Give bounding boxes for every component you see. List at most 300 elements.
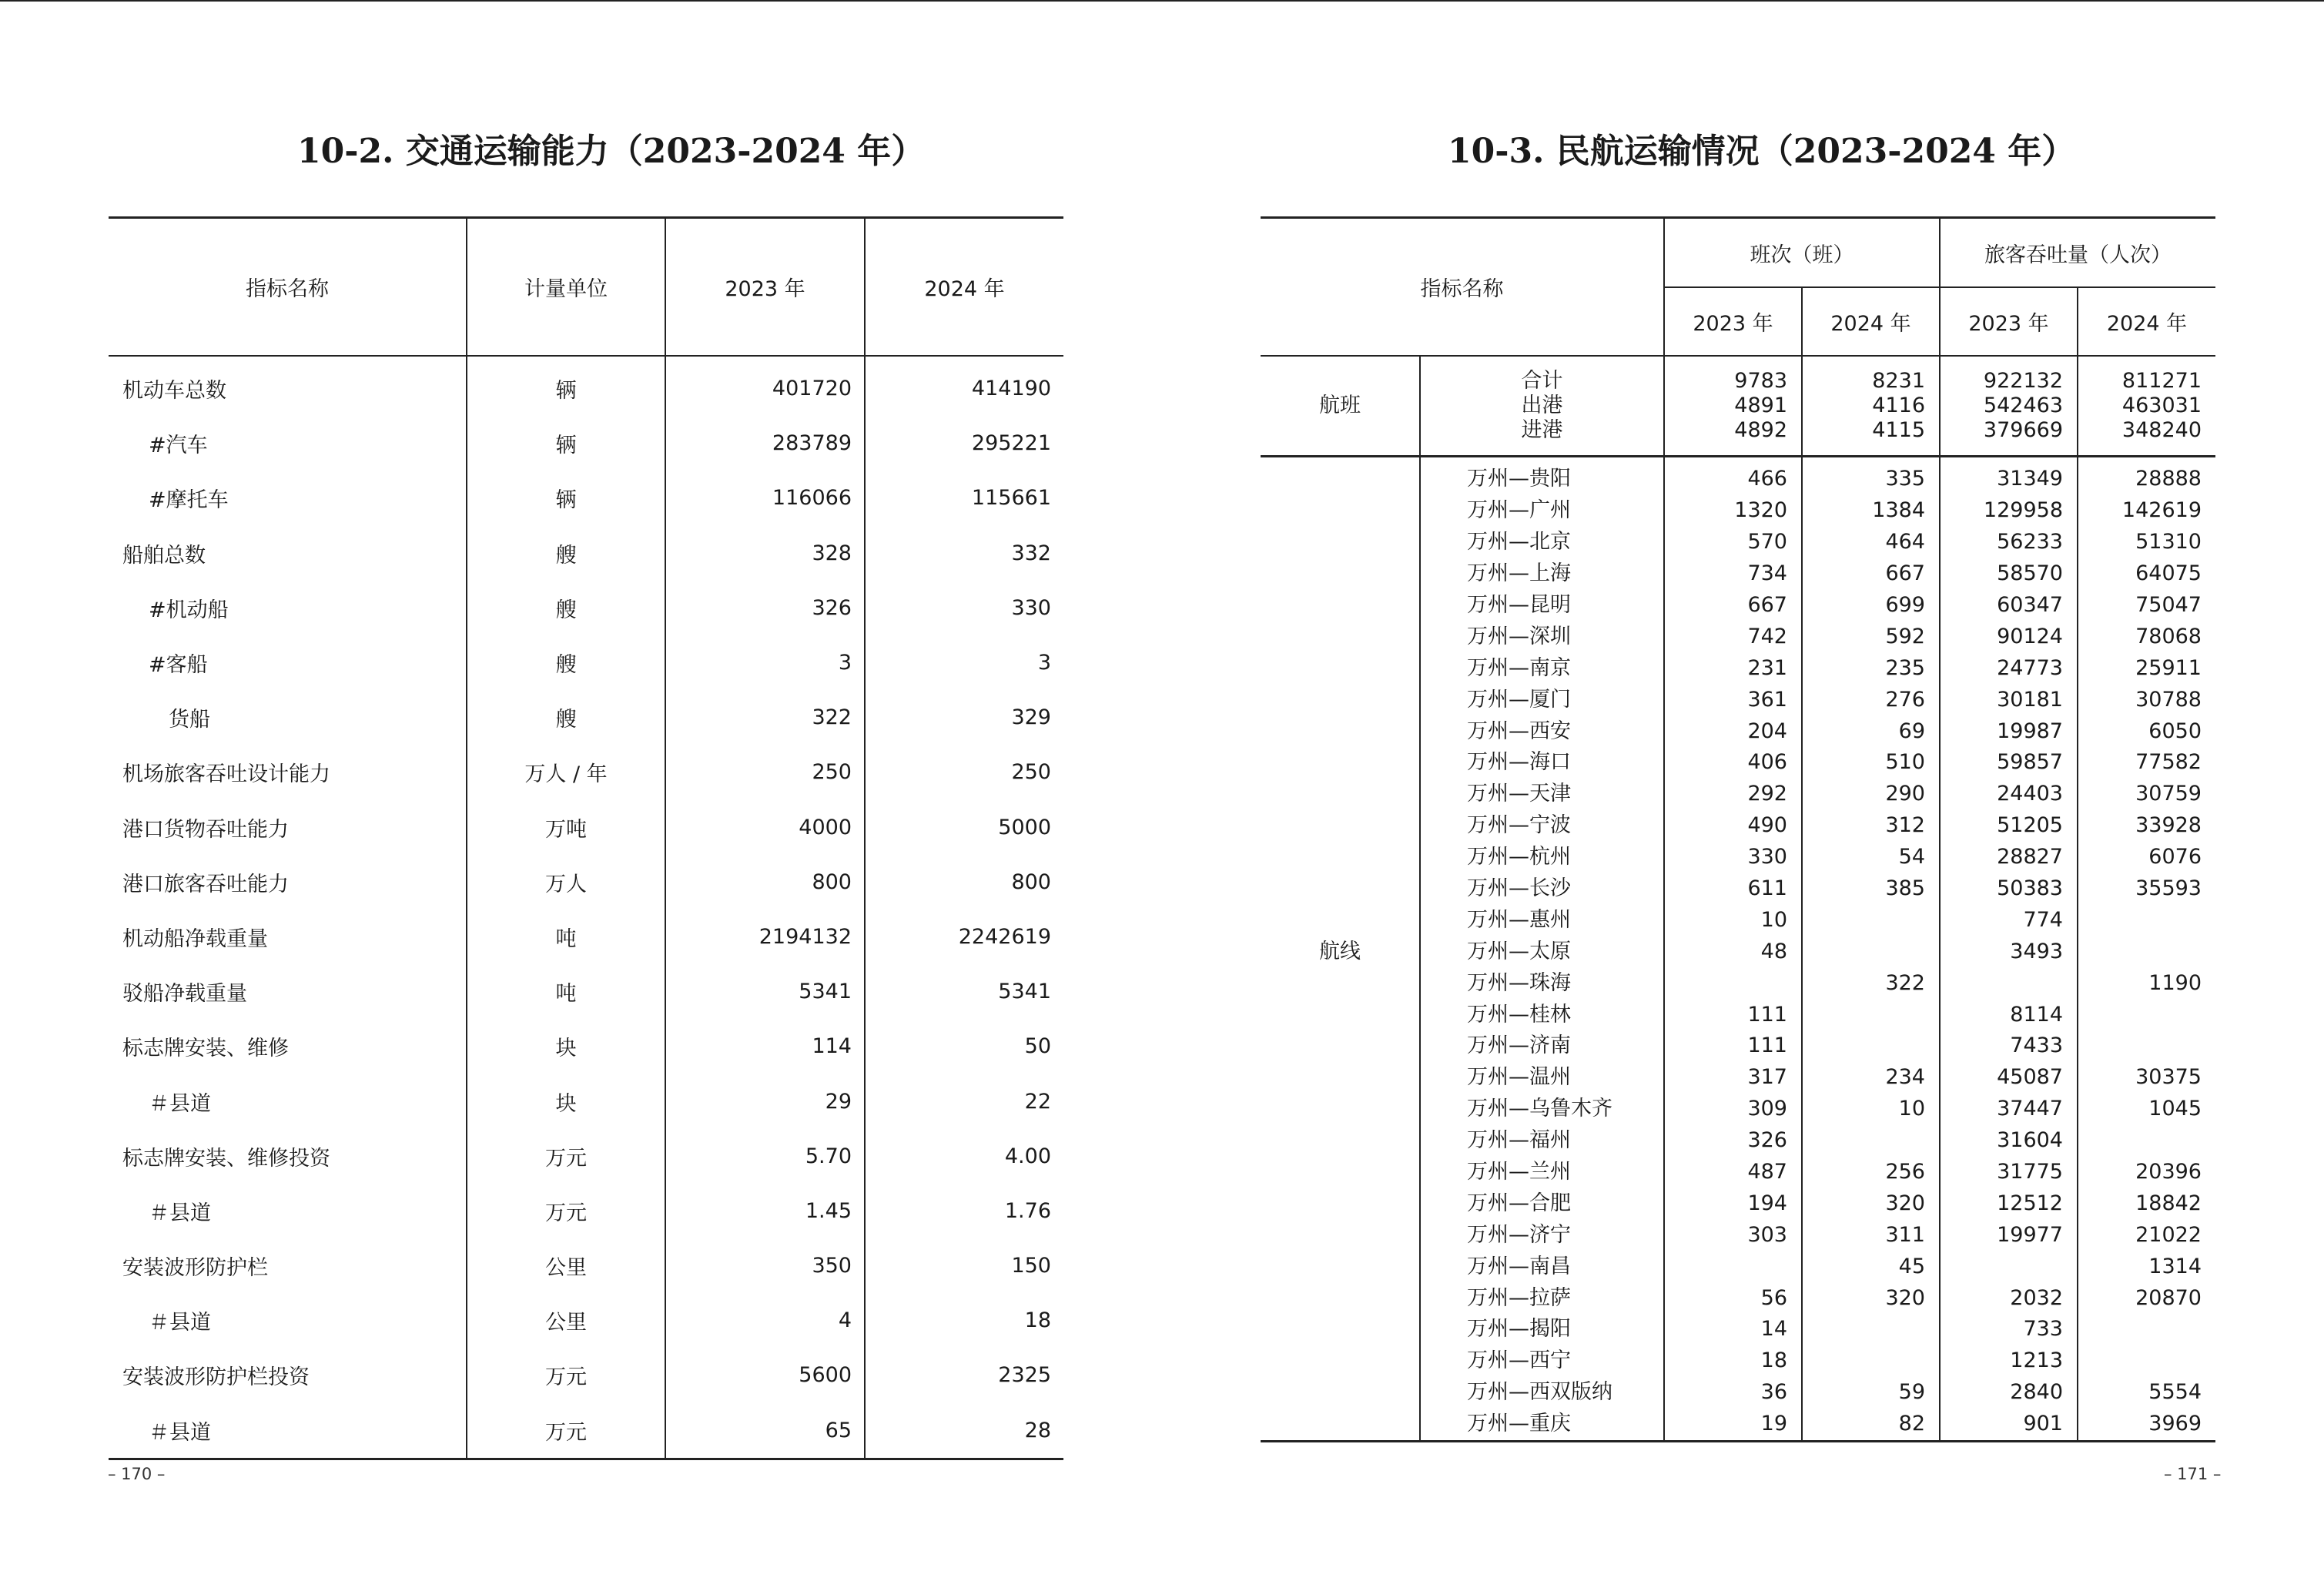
unit-cell: 艘 (467, 581, 665, 635)
passengers-2023: 24773 (1940, 652, 2078, 684)
table-row (109, 416, 1063, 471)
table-row (109, 1293, 1063, 1348)
passengers-2023: 19977 (1940, 1219, 2078, 1251)
value-2023: 1.45 (665, 1184, 865, 1238)
value: 4116 (1872, 394, 1925, 417)
flights-2024 (1802, 1345, 1940, 1377)
table-row (109, 356, 1063, 416)
passengers-2023: 31775 (1940, 1157, 2078, 1188)
route-name: 万州—温州 (1420, 1062, 1664, 1094)
route-name: 万州—合肥 (1420, 1188, 1664, 1219)
route-name: 万州—北京 (1420, 527, 1664, 558)
passengers-2024-values (2078, 356, 2215, 457)
indicator-name: 驳船净载重量 (122, 982, 247, 1007)
route-name: 万州—乌鲁木齐 (1420, 1094, 1664, 1125)
value-2023: 401720 (665, 356, 865, 416)
flights-2023 (1664, 1251, 1802, 1282)
route-name: 万州—长沙 (1420, 873, 1664, 905)
passengers-2023: 59857 (1940, 747, 2078, 779)
value: 9783 (1734, 369, 1787, 393)
passengers-2023: 31349 (1940, 457, 2078, 495)
passengers-2023: 901 (1940, 1409, 2078, 1441)
flights-2024 (1802, 904, 1940, 936)
table-row (109, 910, 1063, 964)
value: 922132 (1983, 369, 2063, 393)
flights-2024 (1802, 936, 1940, 967)
route-name: 万州—揭阳 (1420, 1314, 1664, 1345)
value-2023: 29 (665, 1074, 865, 1128)
value-2024: 22 (865, 1074, 1063, 1128)
flights-2024: 320 (1802, 1282, 1940, 1314)
route-name: 万州—昆明 (1420, 590, 1664, 621)
flights-2023: 406 (1664, 747, 1802, 779)
indicator-name: ＃县道 (149, 1201, 211, 1225)
route-name: 万州—广州 (1420, 495, 1664, 527)
passengers-2024: 30375 (2078, 1062, 2215, 1094)
passengers-2024: 20396 (2078, 1157, 2215, 1188)
header-row (109, 218, 1063, 357)
flights-2023: 742 (1664, 621, 1802, 652)
table-row (109, 1348, 1063, 1402)
flights-2024: 385 (1802, 873, 1940, 905)
route-name: 万州—拉萨 (1420, 1282, 1664, 1314)
passengers-2023: 19987 (1940, 715, 2078, 747)
flights-2023: 326 (1664, 1125, 1802, 1157)
value-2024: 800 (865, 855, 1063, 910)
header-2024: 2024 年 (865, 218, 1063, 357)
flights-2023: 487 (1664, 1157, 1802, 1188)
civil-aviation-table (1261, 216, 2215, 1442)
flights-2023: 19 (1664, 1409, 1802, 1441)
passengers-2024 (2078, 1030, 2215, 1062)
table-row (109, 690, 1063, 745)
passengers-2024: 6076 (2078, 842, 2215, 873)
indicator-name: 机场旅客吞吐设计能力 (122, 762, 330, 787)
value-2024: 414190 (865, 356, 1063, 416)
flights-2024: 82 (1802, 1409, 1940, 1441)
indicator-name: #汽车 (149, 434, 208, 458)
indicator-name: 安装波形防护栏投资 (122, 1365, 310, 1390)
indicator-name: 港口旅客吞吐能力 (122, 872, 289, 896)
value-2023: 283789 (665, 416, 865, 471)
passengers-2023: 7433 (1940, 1030, 2078, 1062)
passengers-2024: 1190 (2078, 967, 2215, 999)
route-name: 万州—杭州 (1420, 842, 1664, 873)
value-2023: 5341 (665, 964, 865, 1019)
value-2024: 18 (865, 1293, 1063, 1348)
route-name: 万州—贵阳 (1420, 457, 1664, 495)
value-2023: 350 (665, 1238, 865, 1293)
table-row (109, 635, 1063, 690)
flights-2023: 14 (1664, 1314, 1802, 1345)
value-2024: 2325 (865, 1348, 1063, 1402)
passengers-2024: 64075 (2078, 558, 2215, 590)
label-departure: 出港 (1521, 394, 1563, 417)
passengers-2024: 77582 (2078, 747, 2215, 779)
table-row (1261, 457, 2215, 495)
header-indicator-name: 指标名称 (1261, 218, 1664, 357)
passengers-2024: 30788 (2078, 684, 2215, 715)
value-2023: 322 (665, 690, 865, 745)
header-flights-2023: 2023 年 (1664, 287, 1802, 356)
unit-cell: 艘 (467, 690, 665, 745)
passengers-2024 (2078, 1314, 2215, 1345)
passengers-2024: 5554 (2078, 1377, 2215, 1409)
value-2023: 3 (665, 635, 865, 690)
passengers-2023: 12512 (1940, 1188, 2078, 1219)
passengers-2024: 1045 (2078, 1094, 2215, 1125)
flights-2024: 592 (1802, 621, 1940, 652)
passengers-2023: 50383 (1940, 873, 2078, 905)
indicator-name: 港口货物吞吐能力 (122, 817, 289, 842)
passengers-2023: 37447 (1940, 1094, 2078, 1125)
indicator-name: ＃县道 (149, 1420, 211, 1445)
passengers-2023: 8114 (1940, 999, 2078, 1030)
route-name: 万州—天津 (1420, 779, 1664, 810)
flights-2024: 322 (1802, 967, 1940, 999)
header-indicator-name: 指标名称 (109, 218, 467, 357)
value-2024: 50 (865, 1019, 1063, 1074)
flights-2023: 490 (1664, 810, 1802, 842)
indicator-name: #客船 (149, 653, 208, 678)
passengers-2024: 1314 (2078, 1251, 2215, 1282)
unit-cell: 万人 / 年 (467, 745, 665, 799)
transport-capacity-table (109, 216, 1063, 1460)
category-flights: 航班 (1261, 356, 1420, 457)
flights-2024: 235 (1802, 652, 1940, 684)
value: 4891 (1734, 394, 1787, 417)
passengers-2023: 1213 (1940, 1345, 2078, 1377)
indicator-name: 标志牌安装、维修投资 (122, 1146, 330, 1171)
table-row (109, 471, 1063, 525)
passengers-2024: 142619 (2078, 495, 2215, 527)
header-flights-2024: 2024 年 (1802, 287, 1940, 356)
unit-cell: 公里 (467, 1238, 665, 1293)
value: 811271 (2121, 369, 2202, 393)
flights-2024: 312 (1802, 810, 1940, 842)
route-name: 万州—济宁 (1420, 1219, 1664, 1251)
value-2024: 332 (865, 526, 1063, 581)
value-2023: 326 (665, 581, 865, 635)
flights-2023: 36 (1664, 1377, 1802, 1409)
flights-2023: 10 (1664, 904, 1802, 936)
value-2024: 329 (865, 690, 1063, 745)
value-2024: 150 (865, 1238, 1063, 1293)
flights-2023-values (1664, 356, 1802, 457)
value-2023: 4000 (665, 800, 865, 855)
flights-2024: 667 (1802, 558, 1940, 590)
value: 348240 (2121, 418, 2202, 442)
passengers-2024 (2078, 936, 2215, 967)
flights-summary-row (1261, 356, 2215, 457)
flights-2023: 56 (1664, 1282, 1802, 1314)
value-2023: 2194132 (665, 910, 865, 964)
value-2024: 28 (865, 1403, 1063, 1459)
indicator-name: 标志牌安装、维修 (122, 1037, 289, 1061)
top-border-line (0, 0, 2324, 2)
unit-cell: 吨 (467, 910, 665, 964)
flights-2024-values (1802, 356, 1940, 457)
flights-2023: 111 (1664, 1030, 1802, 1062)
value: 8231 (1872, 369, 1925, 393)
passengers-2023-values (1940, 356, 2078, 457)
route-name: 万州—福州 (1420, 1125, 1664, 1157)
label-arrival: 进港 (1521, 418, 1563, 442)
table-row (109, 1238, 1063, 1293)
indicator-name: 船舶总数 (122, 543, 206, 568)
flights-2024: 1384 (1802, 495, 1940, 527)
passengers-2023: 733 (1940, 1314, 2078, 1345)
flights-2023: 361 (1664, 684, 1802, 715)
unit-cell: 吨 (467, 964, 665, 1019)
passengers-2024: 18842 (2078, 1188, 2215, 1219)
header-flights-group: 班次（班） (1664, 218, 1940, 288)
route-name: 万州—海口 (1420, 747, 1664, 779)
table-row (109, 1074, 1063, 1128)
flights-2023: 194 (1664, 1188, 1802, 1219)
indicator-name: 货船 (169, 708, 210, 732)
indicator-name: ＃县道 (149, 1091, 211, 1116)
passengers-2024: 30759 (2078, 779, 2215, 810)
value-2024: 3 (865, 635, 1063, 690)
value: 4892 (1734, 418, 1787, 442)
passengers-2024 (2078, 1345, 2215, 1377)
flights-2023 (1664, 967, 1802, 999)
route-name: 万州—西安 (1420, 715, 1664, 747)
passengers-2024: 28888 (2078, 457, 2215, 495)
passengers-2024: 6050 (2078, 715, 2215, 747)
header-passengers-group: 旅客吞吐量（人次） (1940, 218, 2215, 288)
route-name: 万州—珠海 (1420, 967, 1664, 999)
route-name: 万州—惠州 (1420, 904, 1664, 936)
passengers-2024: 35593 (2078, 873, 2215, 905)
flights-2024: 311 (1802, 1219, 1940, 1251)
unit-cell: 块 (467, 1074, 665, 1128)
header-passengers-2024: 2024 年 (2078, 287, 2215, 356)
indicator-name: 机动车总数 (122, 379, 226, 404)
route-name: 万州—西宁 (1420, 1345, 1664, 1377)
flights-2024: 234 (1802, 1062, 1940, 1094)
route-name: 万州—济南 (1420, 1030, 1664, 1062)
route-name: 万州—宁波 (1420, 810, 1664, 842)
value-2024: 330 (865, 581, 1063, 635)
flights-2023: 611 (1664, 873, 1802, 905)
passengers-2023: 28827 (1940, 842, 2078, 873)
flights-2023: 734 (1664, 558, 1802, 590)
passengers-2024: 51310 (2078, 527, 2215, 558)
passengers-2024: 21022 (2078, 1219, 2215, 1251)
value: 542463 (1983, 394, 2063, 417)
passengers-2024: 78068 (2078, 621, 2215, 652)
route-name: 万州—厦门 (1420, 684, 1664, 715)
passengers-2023: 3493 (1940, 936, 2078, 967)
page-number-left: – 170 – (108, 1465, 166, 1483)
table-row (109, 1403, 1063, 1459)
value-2023: 114 (665, 1019, 865, 1074)
passengers-2024: 20870 (2078, 1282, 2215, 1314)
unit-cell: 万元 (467, 1403, 665, 1459)
flights-2024: 69 (1802, 715, 1940, 747)
flights-2024: 256 (1802, 1157, 1940, 1188)
value-2023: 800 (665, 855, 865, 910)
unit-cell: 艘 (467, 635, 665, 690)
flights-2023: 303 (1664, 1219, 1802, 1251)
passengers-2023: 2840 (1940, 1377, 2078, 1409)
passengers-2023: 24403 (1940, 779, 2078, 810)
passengers-2024: 25911 (2078, 652, 2215, 684)
route-name: 万州—南京 (1420, 652, 1664, 684)
flights-2023: 570 (1664, 527, 1802, 558)
indicator-name: #机动船 (149, 598, 229, 622)
value-2024: 295221 (865, 416, 1063, 471)
indicator-name: 机动船净载重量 (122, 926, 268, 951)
flights-2023: 18 (1664, 1345, 1802, 1377)
passengers-2023: 2032 (1940, 1282, 2078, 1314)
passengers-2024 (2078, 904, 2215, 936)
flights-2024: 276 (1802, 684, 1940, 715)
header-passengers-2023: 2023 年 (1940, 287, 2078, 356)
flights-2024 (1802, 1030, 1940, 1062)
passengers-2023: 774 (1940, 904, 2078, 936)
value-2023: 250 (665, 745, 865, 799)
table-row (109, 581, 1063, 635)
passengers-2023: 129958 (1940, 495, 2078, 527)
flights-2024: 10 (1802, 1094, 1940, 1125)
passengers-2024: 75047 (2078, 590, 2215, 621)
passengers-2023: 58570 (1940, 558, 2078, 590)
flights-labels (1420, 356, 1664, 457)
unit-cell: 万元 (467, 1184, 665, 1238)
unit-cell: 辆 (467, 416, 665, 471)
flights-2023: 317 (1664, 1062, 1802, 1094)
flights-2024: 54 (1802, 842, 1940, 873)
flights-2024: 320 (1802, 1188, 1940, 1219)
value-2023: 116066 (665, 471, 865, 525)
passengers-2024: 3969 (2078, 1409, 2215, 1441)
category-routes: 航线 (1319, 939, 1361, 963)
table-row (109, 1019, 1063, 1074)
route-name: 万州—桂林 (1420, 999, 1664, 1030)
value-2024: 5000 (865, 800, 1063, 855)
route-name: 万州—西双版纳 (1420, 1377, 1664, 1409)
header-row-group (1261, 218, 2215, 288)
value: 463031 (2121, 394, 2202, 417)
table-title-transport-capacity: 10-2. 交通运输能力（2023-2024 年） (297, 132, 926, 171)
unit-cell: 万元 (467, 1129, 665, 1184)
passengers-2023: 56233 (1940, 527, 2078, 558)
unit-cell: 辆 (467, 356, 665, 416)
value-2024: 250 (865, 745, 1063, 799)
flights-2024 (1802, 999, 1940, 1030)
flights-2023: 111 (1664, 999, 1802, 1030)
value-2024: 115661 (865, 471, 1063, 525)
value-2024: 5341 (865, 964, 1063, 1019)
unit-cell: 艘 (467, 526, 665, 581)
flights-2023: 204 (1664, 715, 1802, 747)
label-total: 合计 (1521, 369, 1563, 393)
route-name: 万州—深圳 (1420, 621, 1664, 652)
route-name: 万州—上海 (1420, 558, 1664, 590)
indicator-name: 安装波形防护栏 (122, 1256, 268, 1281)
table-row (109, 745, 1063, 799)
flights-2024: 335 (1802, 457, 1940, 495)
table-row (109, 855, 1063, 910)
passengers-2023: 60347 (1940, 590, 2078, 621)
flights-2023: 292 (1664, 779, 1802, 810)
unit-cell: 公里 (467, 1293, 665, 1348)
passengers-2023: 51205 (1940, 810, 2078, 842)
value-2023: 328 (665, 526, 865, 581)
flights-2023: 309 (1664, 1094, 1802, 1125)
flights-2023: 667 (1664, 590, 1802, 621)
unit-cell: 万元 (467, 1348, 665, 1402)
table-row (109, 964, 1063, 1019)
flights-2024: 59 (1802, 1377, 1940, 1409)
transport-capacity-rows (109, 356, 1063, 1459)
flights-2023: 330 (1664, 842, 1802, 873)
value-2024: 4.00 (865, 1129, 1063, 1184)
flights-2024: 45 (1802, 1251, 1940, 1282)
value-2023: 4 (665, 1293, 865, 1348)
header-unit: 计量单位 (467, 218, 665, 357)
passengers-2023: 31604 (1940, 1125, 2078, 1157)
flights-2023: 231 (1664, 652, 1802, 684)
route-name: 万州—兰州 (1420, 1157, 1664, 1188)
unit-cell: 辆 (467, 471, 665, 525)
flights-2024: 699 (1802, 590, 1940, 621)
passengers-2024: 33928 (2078, 810, 2215, 842)
passengers-2023: 45087 (1940, 1062, 2078, 1094)
passengers-2023: 90124 (1940, 621, 2078, 652)
passengers-2023 (1940, 967, 2078, 999)
route-name: 万州—南昌 (1420, 1251, 1664, 1282)
value-2024: 1.76 (865, 1184, 1063, 1238)
value: 4115 (1872, 418, 1925, 442)
table-row (109, 800, 1063, 855)
page-number-right: – 171 – (2164, 1465, 2222, 1483)
passengers-2024 (2078, 1125, 2215, 1157)
flights-2024 (1802, 1314, 1940, 1345)
route-name: 万州—太原 (1420, 936, 1664, 967)
header-2023: 2023 年 (665, 218, 865, 357)
passengers-2023 (1940, 1251, 2078, 1282)
flights-2023: 48 (1664, 936, 1802, 967)
route-name: 万州—重庆 (1420, 1409, 1664, 1441)
passengers-2024 (2078, 999, 2215, 1030)
table-row (109, 1184, 1063, 1238)
flights-2024: 510 (1802, 747, 1940, 779)
value-2024: 2242619 (865, 910, 1063, 964)
value-2023: 65 (665, 1403, 865, 1459)
value-2023: 5.70 (665, 1129, 865, 1184)
flights-2024: 464 (1802, 527, 1940, 558)
table-title-civil-aviation: 10-3. 民航运输情况（2023-2024 年） (1448, 132, 2076, 171)
table-row (109, 1129, 1063, 1184)
unit-cell: 块 (467, 1019, 665, 1074)
unit-cell: 万吨 (467, 800, 665, 855)
flights-2023: 1320 (1664, 495, 1802, 527)
indicator-name: #摩托车 (149, 488, 229, 513)
unit-cell: 万人 (467, 855, 665, 910)
flights-2024 (1802, 1125, 1940, 1157)
value-2023: 5600 (665, 1348, 865, 1402)
table-row (109, 526, 1063, 581)
civil-aviation-rows (1261, 356, 2215, 1441)
flights-2024: 290 (1802, 779, 1940, 810)
value: 379669 (1983, 418, 2063, 442)
flights-2023: 466 (1664, 457, 1802, 495)
passengers-2023: 30181 (1940, 684, 2078, 715)
